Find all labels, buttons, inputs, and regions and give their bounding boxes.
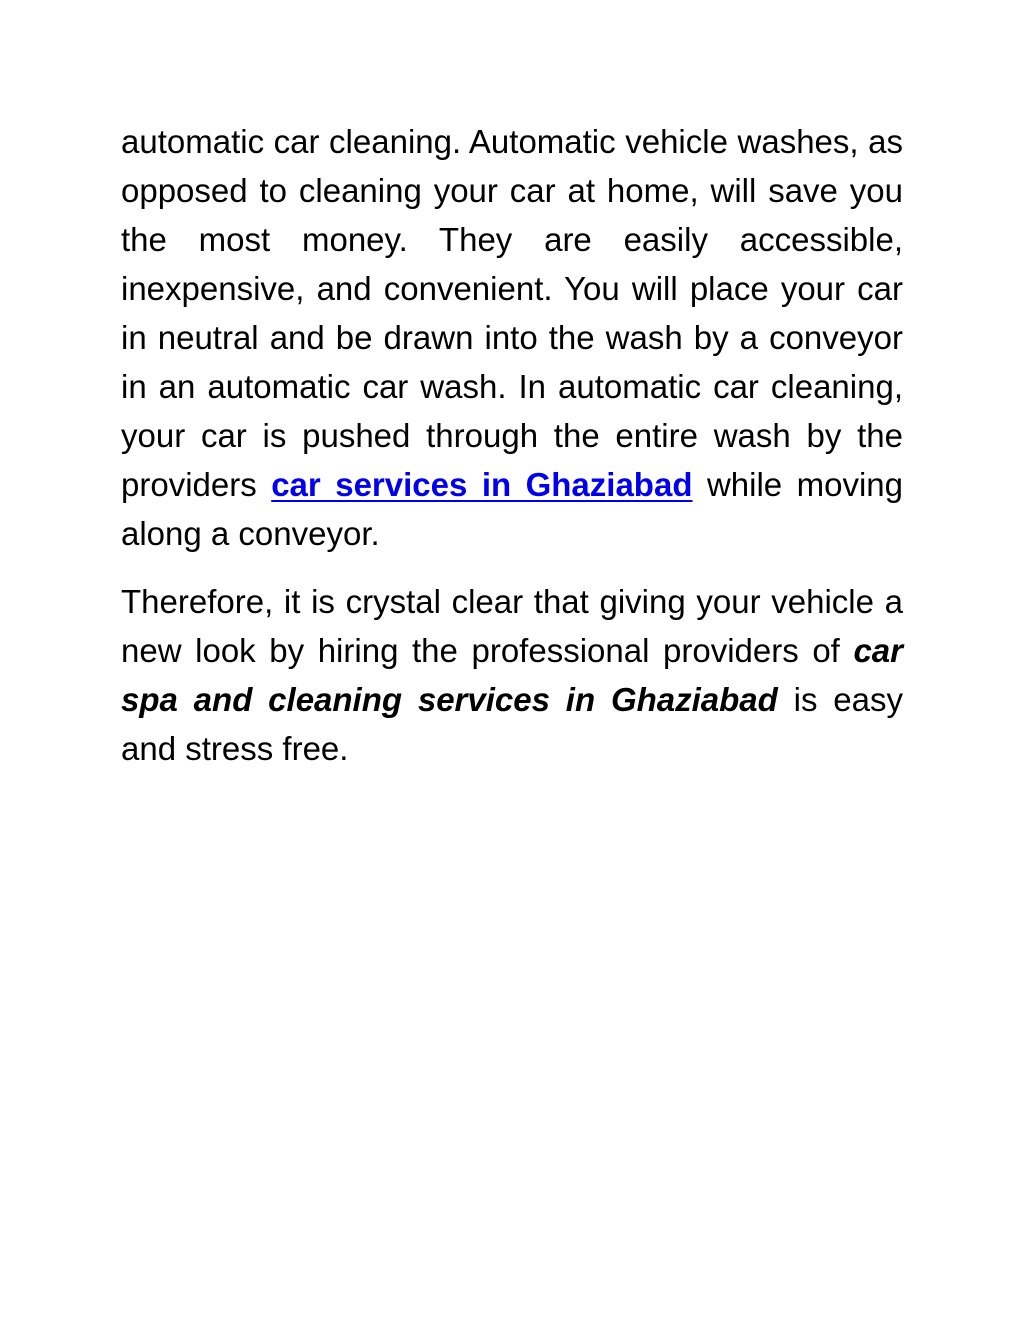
- car-services-ghaziabad-link[interactable]: car services in Ghaziabad: [271, 466, 693, 503]
- paragraph-text: Therefore, it is crystal clear that giving your vehicle a new look by hiring the professional providers of: [121, 583, 903, 669]
- document-body: [121, 117, 903, 773]
- paragraph-conclusion: [121, 577, 903, 773]
- paragraph-text: while moving along a conveyor.: [121, 466, 904, 552]
- emphasized-service-name: car spa and cleaning services in Ghaziabad: [121, 632, 903, 718]
- paragraph-text: is easy and stress free.: [121, 681, 904, 767]
- paragraph-text: automatic car cleaning. Automatic vehicle washes, as opposed to cleaning your car at home, will save you the most money. They are easily accessible, inexpensive, and convenient. You will place your car in neutral and be drawn into the wash by a conveyor in an automatic car wash. In automatic car cleaning, your car is pushed through the entire wash by the providers: [121, 123, 903, 503]
- paragraph-automatic-car-wash: [121, 117, 903, 558]
